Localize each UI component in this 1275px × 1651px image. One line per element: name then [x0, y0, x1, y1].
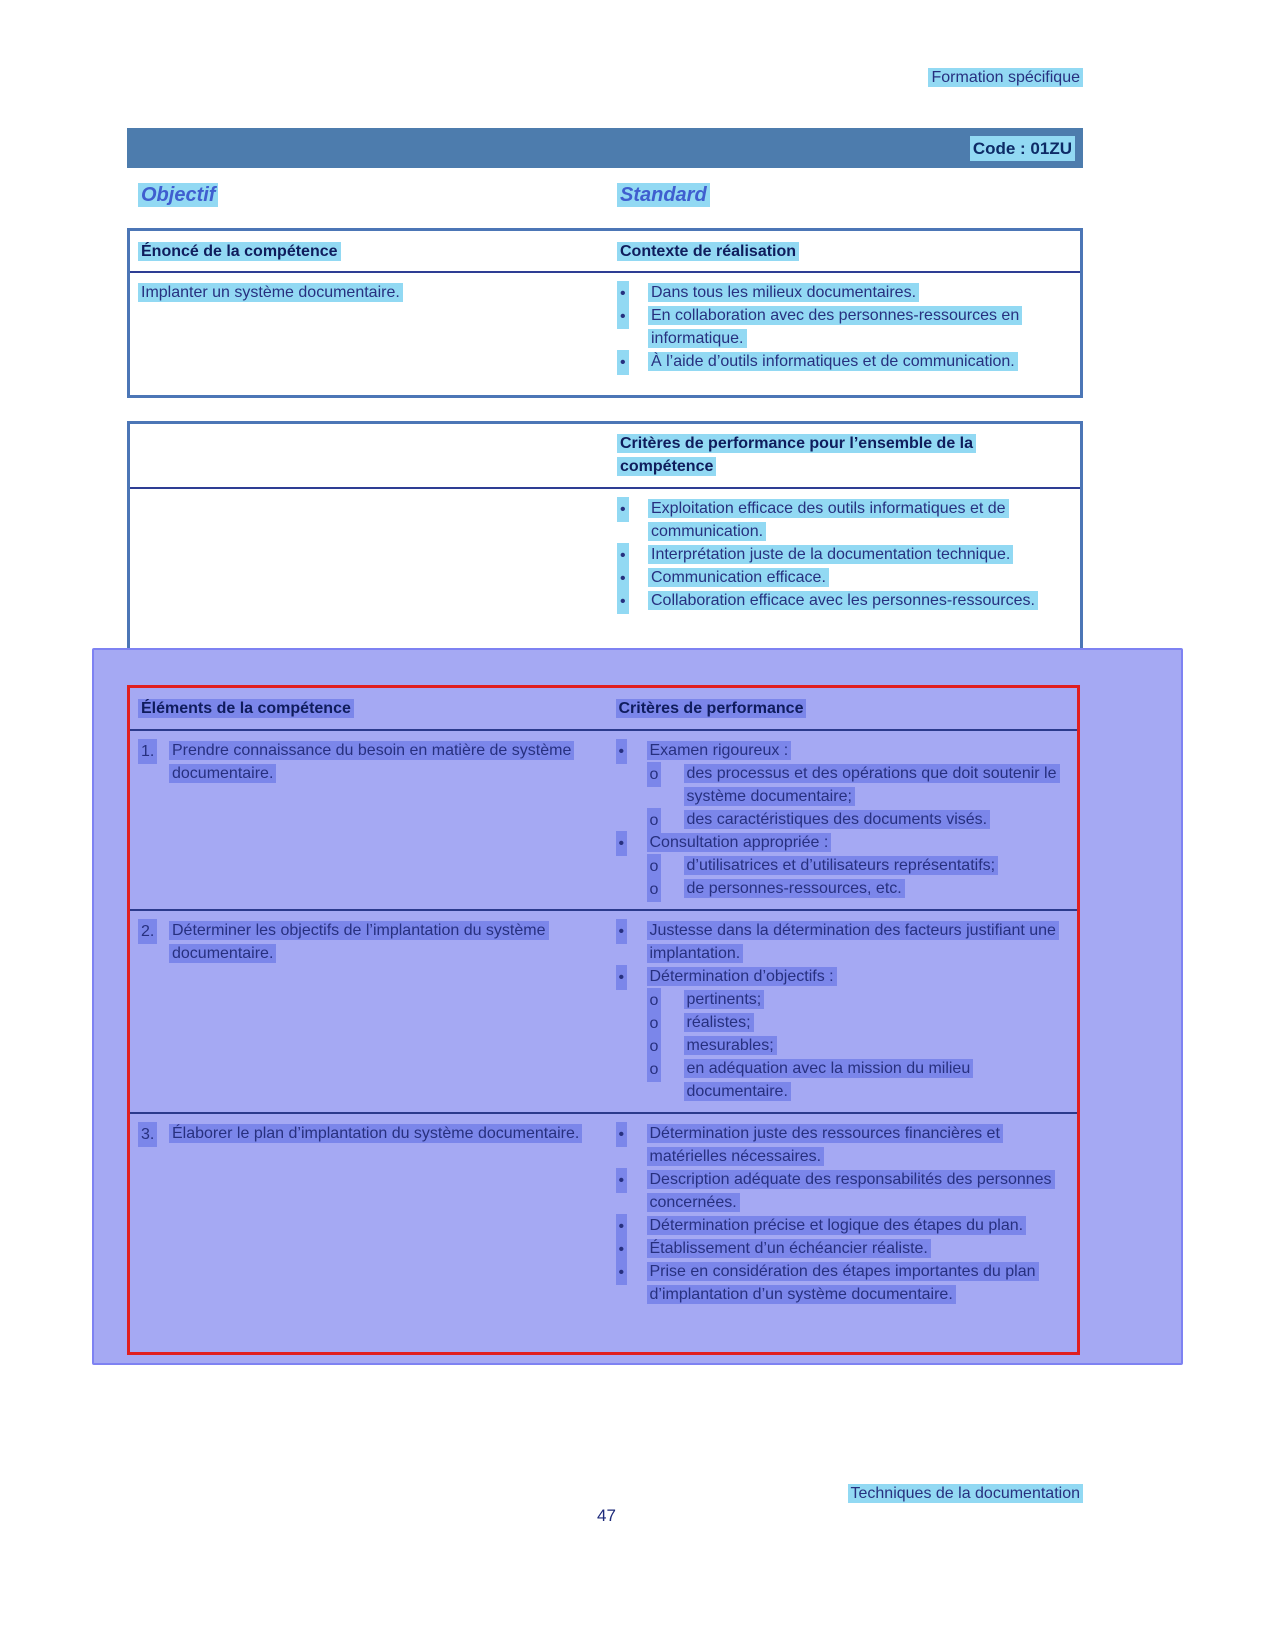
footer-section [848, 1482, 1084, 1505]
bullet-icon [617, 589, 629, 614]
enonce-text: Implanter un système documentaire. [138, 283, 403, 302]
list-item [616, 1168, 1070, 1214]
list-item-text: Prise en considération des étapes importantes du plan d’implantation d’un système documentaire. [647, 1262, 1039, 1304]
list-item-text: Établissement d’un échéancier réaliste. [647, 1239, 931, 1258]
table-header-row [130, 688, 1077, 731]
bullet-icon [616, 1260, 628, 1285]
table-body-row [130, 273, 1080, 395]
sub-list-item [647, 808, 1070, 831]
list-item [617, 497, 1072, 543]
table-header-row [130, 231, 1080, 273]
bullet-icon [616, 1168, 628, 1193]
sub-list-item [647, 988, 1070, 1011]
col-header-enonce: Énoncé de la compétence [138, 242, 341, 261]
page-number: 47 [597, 1506, 616, 1525]
bullet-icon [616, 831, 628, 856]
sub-list-item-text: de personnes-ressources, etc. [684, 879, 905, 898]
list-item [617, 566, 1072, 589]
list-item [617, 304, 1072, 350]
col-header-elements: Éléments de la compétence [138, 699, 354, 718]
list-item [616, 1122, 1070, 1168]
element-text: Déterminer les objectifs de l’implantation du système documentaire. [169, 921, 549, 963]
bullet-icon [616, 739, 628, 764]
standard-heading: Standard [617, 183, 710, 207]
list-item [616, 1260, 1070, 1306]
element-number: 3. [138, 1122, 157, 1147]
list-item [616, 1237, 1070, 1260]
objectif-heading: Objectif [138, 183, 218, 207]
list-item-text: Exploitation efficace des outils informatiques et de communication. [648, 499, 1009, 541]
sub-bullet-icon [647, 1057, 662, 1082]
bullet-icon [616, 1214, 628, 1239]
element-text: Prendre connaissance du besoin en matière de système documentaire. [169, 741, 574, 783]
list-item-text: Communication efficace. [648, 568, 829, 587]
list-item-text: Interprétation juste de la documentation technique. [648, 545, 1013, 564]
list-item [616, 831, 1070, 854]
list-item [616, 739, 1070, 762]
section-label [928, 66, 1083, 89]
bullet-icon [617, 281, 629, 306]
sub-bullet-icon [647, 762, 662, 787]
table-row [130, 731, 1077, 911]
sub-bullet-icon [647, 854, 662, 879]
sub-list-item-text: d’utilisatrices et d’utilisateurs représentatifs; [684, 856, 999, 875]
bullet-icon [617, 304, 629, 329]
table-body-row [130, 489, 1080, 661]
table-row [130, 1114, 1077, 1352]
list-item-text: Description adéquate des responsabilités des personnes concernées. [647, 1170, 1055, 1212]
list-item-text: Consultation appropriée : [647, 833, 832, 852]
sub-list-item-text: en adéquation avec la mission du milieu documentaire. [684, 1059, 974, 1101]
list-item-text: Dans tous les milieux documentaires. [648, 283, 919, 302]
list-item-text: Détermination juste des ressources financières et matérielles nécessaires. [647, 1124, 1003, 1166]
element-number: 1. [138, 739, 157, 764]
element-item [138, 919, 595, 965]
bullet-icon [617, 543, 629, 568]
bullet-icon [617, 350, 629, 375]
list-item [617, 281, 1072, 304]
empty-cell [130, 424, 608, 487]
sub-list-item [647, 854, 1070, 877]
bullet-icon [616, 1122, 628, 1147]
sub-bullet-icon [647, 808, 662, 833]
code-label: Code : 01ZU [970, 136, 1075, 161]
list-item-text: Examen rigoureux : [647, 741, 792, 760]
sub-list-item [647, 1034, 1070, 1057]
element-item [138, 1122, 595, 1145]
list-item [616, 965, 1070, 988]
element-text: Élaborer le plan d’implantation du système documentaire. [169, 1124, 582, 1143]
bullet-icon [616, 965, 628, 990]
bullet-icon [617, 497, 629, 522]
sub-bullet-icon [647, 877, 662, 902]
empty-cell [130, 489, 608, 661]
sub-list-item [647, 762, 1070, 808]
list-item-text: Détermination précise et logique des étapes du plan. [647, 1216, 1027, 1235]
sub-list-item-text: réalistes; [684, 1013, 754, 1032]
program-name-label: Techniques de la documentation [848, 1484, 1084, 1503]
element-item [138, 739, 595, 785]
list-item [616, 1214, 1070, 1237]
title-bar [127, 128, 1083, 168]
list-item [616, 919, 1070, 965]
table-elements-criteres [127, 685, 1080, 1355]
list-item-text: À l’aide d’outils informatiques et de communication. [648, 352, 1018, 371]
sub-bullet-icon [647, 1011, 662, 1036]
table-header-row [130, 424, 1080, 489]
formation-specifique-label: Formation spécifique [928, 68, 1083, 87]
element-number: 2. [138, 919, 157, 944]
bullet-icon [617, 566, 629, 591]
bullet-icon [616, 919, 628, 944]
list-item-text: En collaboration avec des personnes-ressources en informatique. [648, 306, 1022, 348]
col-header-contexte: Contexte de réalisation [617, 242, 799, 261]
table-criteres-ensemble [127, 421, 1083, 664]
table-row [130, 911, 1077, 1114]
bullet-icon [616, 1237, 628, 1262]
list-item [617, 350, 1072, 373]
list-item-text: Justesse dans la détermination des facteurs justifiant une implantation. [647, 921, 1059, 963]
sub-list-item-text: des processus et des opérations que doit soutenir le système documentaire; [684, 764, 1060, 806]
list-item-text: Détermination d’objectifs : [647, 967, 837, 986]
sub-list-item-text: pertinents; [684, 990, 765, 1009]
col-header-criteres: Critères de performance [616, 699, 807, 718]
sub-list-item [647, 1011, 1070, 1034]
list-item [617, 589, 1072, 612]
list-item-text: Collaboration efficace avec les personnes-ressources. [648, 591, 1038, 610]
sub-list-item-text: des caractéristiques des documents visés. [684, 810, 991, 829]
sub-bullet-icon [647, 988, 662, 1013]
table-enonce-contexte [127, 228, 1083, 398]
sub-bullet-icon [647, 1034, 662, 1059]
sub-list-item [647, 877, 1070, 900]
sub-list-item [647, 1057, 1070, 1103]
objectif-standard-row [127, 184, 1083, 212]
list-item [617, 543, 1072, 566]
col-header-criteres-ensemble: Critères de performance pour l’ensemble de la compétence [617, 434, 976, 476]
sub-list-item-text: mesurables; [684, 1036, 777, 1055]
